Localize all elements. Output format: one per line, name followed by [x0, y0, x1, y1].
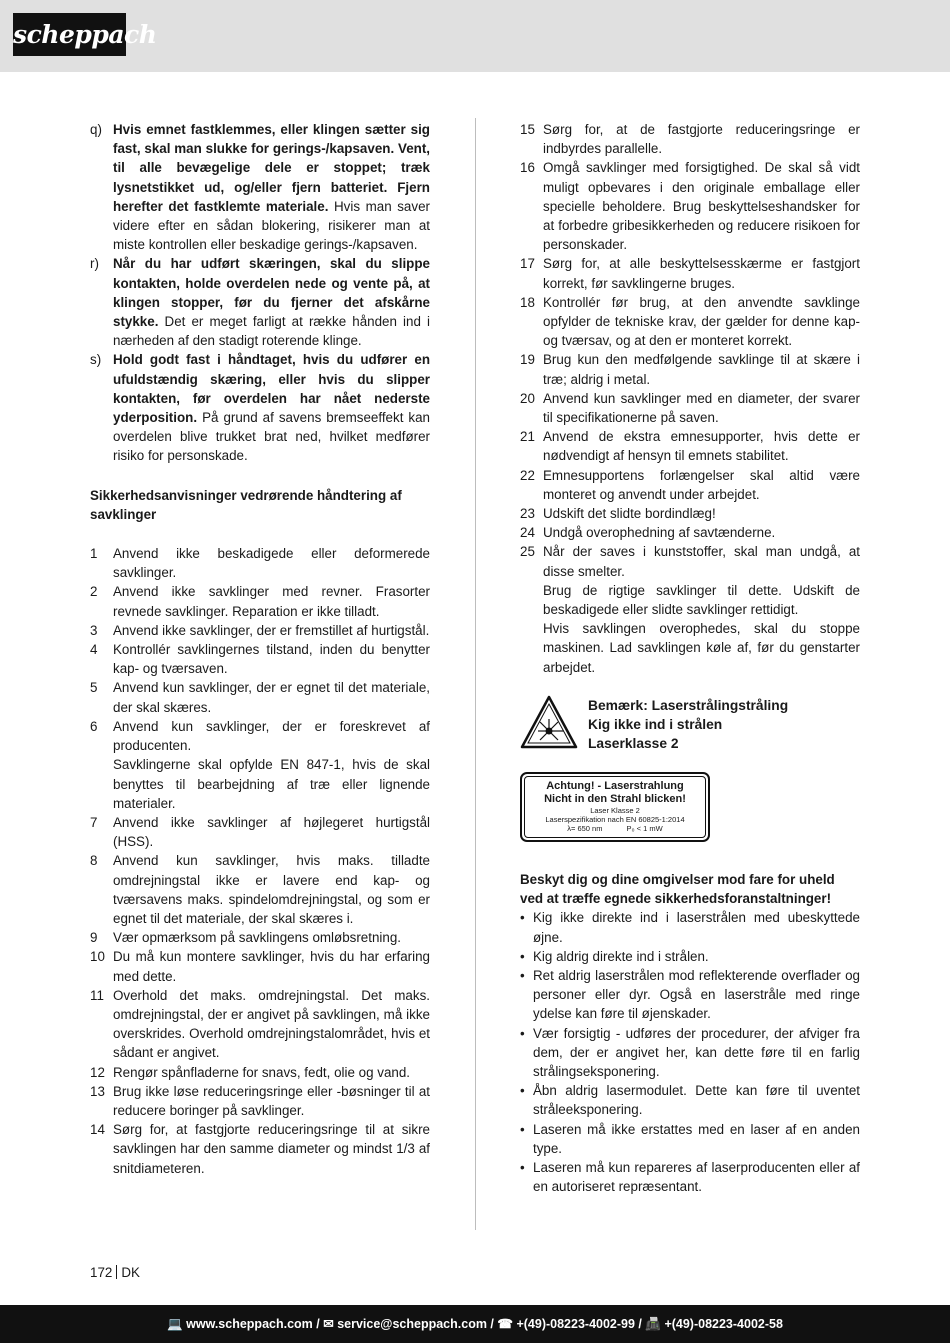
item-text: Brug ikke løse reduceringsringe eller -bøsninger til at reducere boringer på savklinger. — [113, 1083, 430, 1118]
item-label: 23 — [520, 506, 535, 522]
item-text: Anvend ikke savklinger med revner. Frasorter revnede savklinger. Reparation er ikke tilladt. — [113, 584, 430, 619]
item-text: Sørg for, at de fastgjorte reduceringsringe er indbyrdes parallelle. — [543, 122, 860, 157]
list-item — [90, 717, 430, 813]
item-text: Anvend kun savklinger med en diameter, der svarer til specifikationerne på saven. — [543, 390, 860, 426]
mail-icon: ✉ — [323, 1317, 334, 1331]
item-label: 8 — [90, 853, 98, 869]
item-text: Når der saves i kunststoffer, skal man undgå, at disse smelter. — [543, 544, 860, 579]
laser-label-title: Achtung! - Laserstrahlung — [546, 779, 684, 792]
item-text: Kontrollér savklingernes tilstand, inden du benytter kap- og tværsaven. — [113, 642, 430, 677]
item-extra-text: Hvis savklingen overophedes, skal du stoppe maskinen. Lad savklingen køle af, før du genstarter arbejdet. — [543, 621, 860, 675]
item-label: 12 — [90, 1064, 105, 1080]
list-item — [90, 986, 430, 1063]
list-item — [520, 523, 860, 542]
footer-mail-link[interactable]: service@scheppach.com / — [337, 1317, 494, 1331]
laser-warning-icon — [520, 695, 578, 749]
footer-bar — [0, 1305, 950, 1343]
item-label: 11 — [90, 987, 104, 1003]
list-item — [90, 621, 430, 640]
item-text: Omgå savklinger med forsigtighed. De skal så vidt muligt opbevares i den originale emballage eller specielle beholdere. Brug beskyttelseshandsker for at forbedre gribesikkerheden og reducere risikoen for personskader. — [543, 160, 860, 253]
item-label: 5 — [90, 680, 98, 696]
list-item — [90, 1082, 430, 1120]
item-label: 21 — [520, 429, 535, 445]
scheppach-logo: scheppach — [13, 13, 126, 56]
list-item: • Laseren må kun repareres af laserproducenten eller af en autoriseret repræsentant. — [520, 1158, 860, 1196]
item-bold-text: Når du har udført skæringen, skal du slippe kontakten, holde overdelen nede og vente på, at klingen stopper, før du fjerner det afskårne stykke. — [113, 256, 430, 330]
item-text: Rengør spånfladerne for snavs, fedt, olie og vand. — [113, 1064, 411, 1080]
list-item: • Kig aldrig direkte ind i strålen. — [520, 947, 860, 966]
item-label: 20 — [520, 390, 535, 406]
footer-web-link[interactable]: www.scheppach.com / — [186, 1317, 320, 1331]
list-item — [90, 640, 430, 678]
bullet-text: Kig aldrig direkte ind i strålen. — [533, 948, 709, 964]
bullet-text: Laseren må ikke erstattes med en laser af en anden type. — [533, 1121, 860, 1156]
item-label: 19 — [520, 352, 535, 368]
list-item — [90, 1120, 430, 1178]
list-item — [520, 158, 860, 254]
list-item — [520, 350, 860, 388]
list-item — [520, 120, 860, 158]
right-column — [520, 120, 860, 1196]
item-label: q) — [90, 122, 102, 137]
list-item — [90, 254, 430, 350]
item-label: 6 — [90, 718, 98, 734]
left-column — [90, 120, 430, 1178]
item-text: Anvend ikke savklinger af højlegeret hurtigstål (HSS). — [113, 814, 430, 850]
list-item — [520, 466, 860, 504]
page-number — [90, 1265, 140, 1280]
item-text: Sørg for, at alle beskyttelsesskærme er fastgjort korrekt, før savklingerne bruges. — [543, 256, 860, 291]
footer-phone: +(49)-08223-4002-99 / — [516, 1317, 642, 1331]
item-text: Sørg for, at fastgjorte reduceringsringe til at sikre savklingen har den samme diameter og mindst 1/3 af snitdiameteren. — [113, 1122, 430, 1176]
item-text: Du må kun montere savklinger, hvis du har erfaring med dette. — [113, 949, 430, 984]
item-text: Overhold det maks. omdrejningstal. Det maks. omdrejningstal, der er angivet på savklingen, må ikke overskrides. Overhold omdrejningstalområdet, hvis et sådant er angivet. — [113, 987, 430, 1061]
list-item — [90, 120, 430, 254]
laser-label-spec: Laserspezifikation nach EN 60825-1:2014 — [545, 814, 685, 824]
list-item — [520, 293, 860, 351]
item-text: Undgå overophedning af savtænderne. — [543, 525, 776, 541]
laser-label-wavelength: λ= 650 nm — [567, 823, 603, 833]
list-item — [90, 544, 430, 582]
item-text: På grund af savens bremseeffekt kan overdelen blive trukket brat ned, hvilket medfører risiko for personskade. — [113, 410, 430, 464]
item-text: Anvend ikke savklinger, der er fremstillet af hurtigstål. — [113, 622, 430, 638]
list-item: • Kig ikke direkte ind i laserstrålen med ubeskyttede øjne. — [520, 908, 860, 946]
page-language: DK — [121, 1265, 140, 1280]
item-label: 3 — [90, 622, 98, 638]
list-item — [90, 350, 430, 465]
list-item: • Laseren må ikke erstattes med en laser af en anden type. — [520, 1120, 860, 1158]
laser-note-line: Bemærk: Laserstrålingstråling — [588, 697, 789, 713]
item-label: 16 — [520, 160, 535, 176]
item-bold-text: Hold godt fast i håndtaget, hvis du udfører en ufuldstændig skæring, eller hvis du slipper kontakten, før overdelen har nået nederste yderposition. — [113, 352, 430, 426]
item-text: Kontrollér før brug, at den anvendte savklinge opfylder de tekniske krav, der gælder for denne kap- og tværsav, og at den er monteret korrekt. — [543, 294, 860, 349]
fax-icon: 📠 — [645, 1317, 661, 1331]
item-label: 22 — [520, 467, 535, 483]
item-label: 2 — [90, 584, 98, 600]
footer-fax: +(49)-08223-4002-58 — [664, 1317, 783, 1331]
item-extra-text: Savklingerne skal opfylde EN 847-1, hvis de skal benyttes til bearbejdning af træ eller lignende materialer. — [113, 757, 430, 811]
bullet-text: Åbn aldrig lasermodulet. Dette kan føre til uventet stråleeksponering. — [533, 1083, 860, 1118]
list-item: • Vær forsigtig - udføres der procedurer, der afviger fra dem, der er angivet her, kan dette føre til en farlig strålingseksponering. — [520, 1024, 860, 1082]
header-band — [0, 0, 950, 72]
item-label: 18 — [520, 294, 535, 310]
item-label: s) — [90, 352, 102, 368]
item-label: r) — [90, 256, 99, 272]
item-text: Udskift det slidte bordindlæg! — [543, 506, 716, 522]
list-item — [90, 678, 430, 716]
bullet-text: Laseren må kun repareres af laserproducenten eller af en autoriseret repræsentant. — [533, 1159, 860, 1195]
item-label: 14 — [90, 1122, 105, 1138]
item-text: Anvend de ekstra emnesupporter, hvis dette er nødvendigt af hensyn til emnets stabilitet. — [543, 429, 860, 464]
item-text: Anvend kun savklinger, der er foreskrevet af producenten. — [113, 718, 430, 754]
phone-icon: ☎ — [497, 1317, 513, 1331]
item-label: 13 — [90, 1083, 105, 1099]
laser-warning — [520, 695, 860, 770]
item-label: 10 — [90, 949, 105, 965]
bullet-text: Ret aldrig laserstrålen mod reflekterende overflader og personer eller dyr. Også en laserstråle med ringe ydelse kan føre til øjenskader. — [533, 967, 860, 1022]
item-label: 7 — [90, 814, 98, 830]
page-number-value: 172 — [90, 1265, 113, 1280]
item-text: Hvis man saver videre efter en sådan blokering, risikerer man at miste kontrollen eller beskadige gerings-/kapsaven. — [113, 198, 430, 253]
list-item — [520, 389, 860, 427]
item-label: 25 — [520, 544, 535, 560]
laser-class-label — [520, 772, 710, 842]
item-text: Emnesupportens forlængelser skal altid være monteret og anvendt under arbejdet. — [543, 467, 860, 502]
item-text: Brug kun den medfølgende savklinge til at skære i træ; aldrig i metal. — [543, 352, 860, 387]
list-item — [520, 542, 860, 676]
list-item — [90, 851, 430, 928]
laser-label-power: P₀ < 1 mW — [626, 823, 663, 833]
item-text: Vær opmærksom på savklingens omløbsretning. — [113, 930, 402, 946]
section-heading: Sikkerhedsanvisninger vedrørende håndtering af savklinger — [90, 487, 402, 522]
item-text: Anvend kun savklinger, hvis maks. tilladte omdrejningstal ikke er lavere end kap- og tværsavens maks. spindelomdrejningstal, og som er egnet til det materiale, der skal skæres i. — [113, 853, 430, 926]
list-item — [90, 813, 430, 851]
item-text: Det er meget farligt at række hånden ind i nærheden af den stadigt roterende klinge. — [113, 314, 430, 349]
item-extra-text: Brug de rigtige savklinger til dette. Udskift de beskadigede eller slidte savklinger rettidigt. — [543, 582, 860, 618]
laser-label-class: Laser Klasse 2 — [590, 805, 640, 815]
item-bold-text: Hvis emnet fastklemmes, eller klingen sætter sig fast, skal man slukke for gerings-/kapsaven. Vent, til alle bevægelige dele er stoppet; træk lysnetstikket ud, og/eller fjern batteriet. Fjern herefter det fastklemte materiale. — [113, 122, 430, 214]
list-item — [90, 1063, 430, 1082]
laser-label-subtitle: Nicht in den Strahl blicken! — [544, 792, 686, 805]
item-label: 4 — [90, 642, 98, 658]
list-item — [520, 427, 860, 465]
item-label: 1 — [90, 546, 98, 562]
bullet-text: Kig ikke direkte ind i laserstrålen med ubeskyttede øjne. — [533, 910, 860, 945]
list-item — [90, 582, 430, 620]
list-item — [90, 928, 430, 947]
list-item — [520, 254, 860, 292]
laser-note-line: Laserklasse 2 — [588, 736, 679, 752]
item-label: 15 — [520, 122, 535, 137]
laser-note-line: Kig ikke ind i strålen — [588, 717, 723, 733]
item-label: 24 — [520, 525, 535, 541]
item-text: Anvend ikke beskadigede eller deformerede savklinger. — [113, 546, 430, 581]
list-item — [520, 504, 860, 523]
column-divider — [475, 118, 476, 1230]
bullet-text: Vær forsigtig - udføres der procedurer, der afviger fra dem, der er angivet her, kan dette føre til en farlig strålingseksponering. — [533, 1025, 860, 1079]
item-label: 9 — [90, 930, 98, 946]
list-item — [90, 947, 430, 985]
protect-heading: Beskyt dig og dine omgivelser mod fare for uheld ved at træffe egnede sikkerhedsforanstaltninger! — [520, 871, 835, 907]
list-item: • Åbn aldrig lasermodulet. Dette kan føre til uventet stråleeksponering. — [520, 1081, 860, 1119]
list-item: • Ret aldrig laserstrålen mod reflekterende overflader og personer eller dyr. Også en laserstråle med ringe ydelse kan føre til øjenskader. — [520, 966, 860, 1024]
item-label: 17 — [520, 256, 535, 272]
item-text: Anvend kun savklinger, der er egnet til det materiale, der skal skæres. — [113, 680, 430, 715]
computer-icon: 💻 — [167, 1317, 183, 1331]
